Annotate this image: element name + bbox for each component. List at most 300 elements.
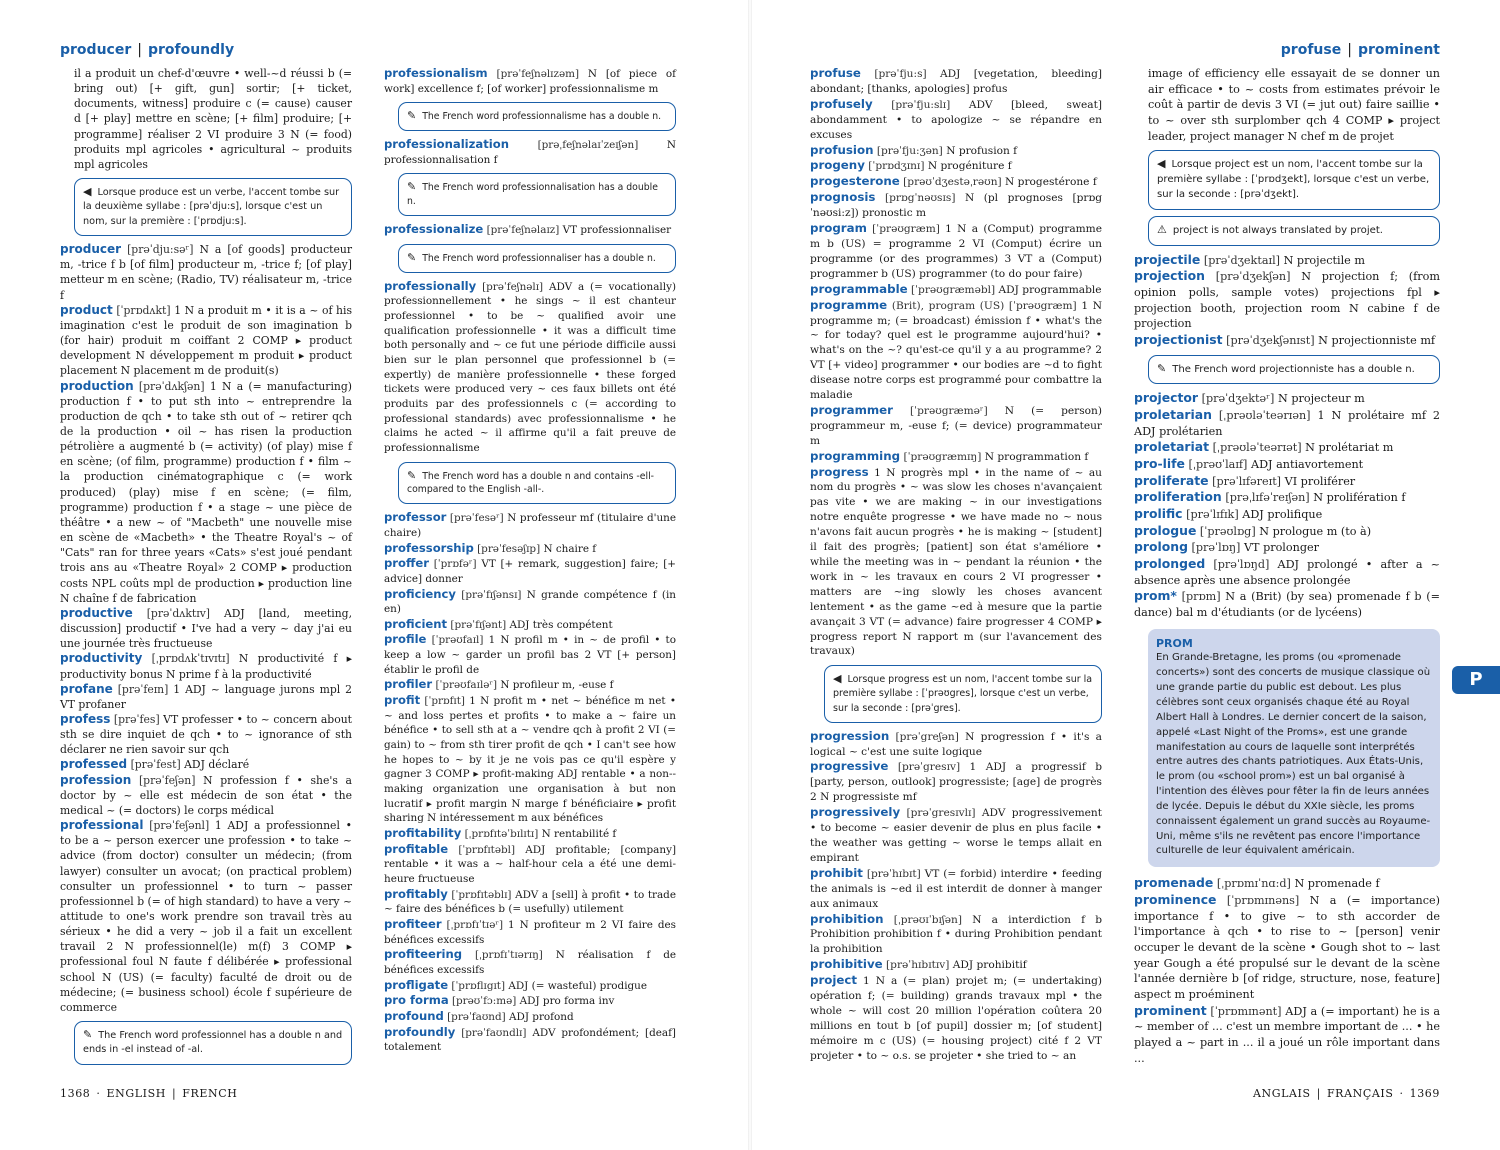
headword[interactable]: producer (60, 242, 122, 257)
culture-box (1148, 629, 1440, 868)
usage-note (824, 665, 1102, 722)
usage-note-text: The French word projectionniste has a double n. (1172, 363, 1415, 375)
headword[interactable]: progression (810, 728, 890, 743)
headword[interactable]: profit (384, 693, 421, 708)
definition: ADV [bleed, sweat] abondamment • to apologize ~ se répandre en excuses (810, 98, 1103, 141)
dictionary-entry (1134, 875, 1440, 892)
definition: VT (= forbid) interdire • feeding the animals is ~ed il est interdit de donner à manger aux animaux (810, 867, 1103, 910)
pronunciation: [prɒm] (1181, 590, 1221, 604)
dictionary-entry (384, 617, 676, 633)
dictionary-entry (810, 449, 1102, 465)
usage-note (398, 244, 676, 273)
definition: N a interdiction f b Prohibition prohibition f • during Prohibition pendant la prohibition (810, 913, 1103, 956)
definition: VI proliférer (1284, 474, 1356, 488)
dictionary-entry (384, 279, 676, 456)
pronunciation: [prəˈlɪfəreɪt] (1212, 474, 1282, 488)
definition: N a (Brit) (by sea) promenade f b (= dance) bal m d'étudiants (or de lycéens) (1134, 590, 1440, 619)
dictionary-entry (1134, 390, 1440, 407)
definition: N grande compétence f (in en) (384, 588, 676, 616)
page-number: 1368 (60, 1087, 91, 1100)
headword[interactable]: projectile (1134, 251, 1201, 267)
pronunciation: [prəˈfeʃənl] (149, 819, 210, 833)
pronunciation: [prəˌfeʃnəlaɪˈzeɪʃən] (537, 139, 639, 152)
pronunciation: [ˈprɒfɪt] (424, 695, 465, 708)
dictionary-entry (810, 403, 1102, 449)
pronunciation: [prəˈfaʊnd] (447, 1010, 506, 1023)
headword[interactable]: product (60, 302, 113, 317)
dictionary-entry (384, 66, 676, 96)
headword[interactable]: proliferate (1134, 472, 1209, 488)
dictionary-entry (384, 947, 676, 977)
pronunciation: [ˈprəʊgræmɪŋ] (903, 450, 982, 463)
page-number: 1369 (1409, 1087, 1440, 1100)
definition: N prologue m (to à) (1259, 524, 1372, 538)
headword[interactable]: program (810, 221, 867, 236)
header-first-word: producer (60, 42, 132, 58)
pen-icon: ✎ (1157, 361, 1167, 375)
usage-note (1148, 355, 1440, 385)
definition: N professeur mf (titulaire d'une chaire) (384, 512, 676, 539)
definition: ADJ prolongé • after a ~ absence après une absence prolongée (1134, 558, 1440, 587)
definition: ADJ (= wasteful) prodigue (508, 979, 648, 992)
definition: 1 N a (Comput) programme m b (US) = programme 2 VI (Comput) écrire un programme (or des programmes) 3 VT a (Comput) programmer b (US) programmer (to do pour faire) (810, 223, 1102, 280)
headword[interactable]: prognosis (810, 190, 876, 205)
pronunciation: [ˈprɒflɪgɪt] (451, 979, 506, 992)
definition: 1 N prolétaire mf 2 ADJ prolétarien (1134, 409, 1441, 438)
dictionary-entry (810, 465, 1102, 660)
definition: N programmation f (984, 450, 1089, 463)
headword[interactable]: proletarian (1134, 407, 1212, 423)
dictionary-entry (1134, 892, 1440, 1003)
definition: 1 N progrès mpl • in the name of ~ au nom du progrès • ~ was slow les choses n'avançaient pas vite • we are making ~ in our investigations notre enquête progresse • we have made no ~ nous n'avons fait aucun progrès • he is making ~ [student] il fait des progrès; [patient] son état s'améliore • while the meeting was in ~ pendant la réunion • the work in ~ les travaux en cours 2 VI progresser • matters are ~ing slowly les choses avancent lentement • as the game ~ed à mesure que la partie avançait 3 VT (= advance) faire progresser 4 COMP ▸ progress report N rapport m (sur l'avancement des travaux) (810, 466, 1102, 658)
pronunciation: [ˈprɒfɪtəblɪ] (451, 888, 512, 901)
dictionary-entry (810, 158, 1102, 174)
headword[interactable]: progeny (810, 158, 865, 173)
headword[interactable]: profitably (384, 886, 448, 901)
headword[interactable]: profound (384, 1008, 444, 1023)
definition: ADJ programmable (998, 283, 1102, 296)
dictionary-entry (1134, 588, 1440, 620)
pronunciation: [ˈprɒdʒɪnɪ] (868, 160, 925, 173)
usage-note-text: The French word professionnalisme has a double n. (422, 111, 662, 123)
dictionary-entry (60, 682, 352, 712)
pronunciation: [ˈprəʊlɒg] (1199, 524, 1256, 538)
headword[interactable]: profoundly (384, 1024, 456, 1039)
headword[interactable]: productive (60, 605, 133, 620)
pen-icon: ✎ (83, 1028, 93, 1042)
pronunciation: [prəˈdʒektəʳ] (1201, 392, 1275, 406)
dictionary-entry (810, 759, 1102, 805)
pronunciation: [prəˈfesəʃɪp] (477, 542, 541, 555)
definition: ADJ [vegetation, bleeding] abondant; [thanks, apologies] profus (810, 68, 1103, 95)
dictionary-entry (384, 541, 676, 557)
definition: ADJ prolifique (1242, 508, 1323, 522)
left-running-head: producer | profoundly (60, 42, 235, 58)
pronunciation: [prəˈfeʃnəlaɪz] (486, 224, 560, 237)
pronunciation: [prəˈdʒekʃənɪst] (1226, 333, 1315, 347)
headword[interactable]: programme (810, 297, 888, 312)
dictionary-entry (60, 242, 352, 303)
definition: N projecteur m (1277, 392, 1365, 406)
definition: 1 ADJ ~ language jurons mpl 2 VT profaner (60, 682, 352, 711)
headword[interactable]: prominent (1134, 1002, 1207, 1018)
dictionary-entry (384, 556, 676, 586)
headword[interactable]: profusion (810, 142, 874, 157)
headword[interactable]: profuse (810, 66, 861, 80)
pronunciation: [prəˈfesəʳ] (449, 512, 504, 525)
footer-language: ANGLAIS (1252, 1087, 1311, 1100)
dictionary-entry (384, 222, 676, 238)
dictionary-entry (1134, 268, 1440, 332)
dictionary-entry (60, 818, 352, 1015)
definition: N progression f • it's a logical ~ c'est une suite logique (810, 730, 1102, 758)
definition: 1 N programme m; (= broadcast) émission f • what's the ~ for today? quel est le programme aujourd'hui? • what's on the ~? qu'est-ce qu'il y a au programme? 2 VT [+ video] programmer • our bodies are ~d to fight disease notre corps est programmé pour combattre la maladie (810, 299, 1102, 402)
usage-note-text: The French word professionnaliser has a double n. (422, 252, 656, 264)
pronunciation: [prəˈlɒŋ] (1191, 541, 1241, 555)
dictionary-entry (810, 282, 1102, 298)
headword[interactable]: profligate (384, 977, 449, 992)
headword[interactable]: proffer (384, 556, 429, 571)
headword[interactable]: promenade (1134, 875, 1214, 891)
dictionary-entry (60, 757, 352, 772)
dictionary-entry (60, 773, 352, 818)
definition: il a produit un chef-d'œuvre • well-~d réussi b (= bring out) [+ gift, gun] sortir; [+ ticket, documents, witness] produire c (= cause) causer d [+ play] mettre en scène; [+ film] produire; [+ programme] réaliser 2 VI produire 3 N (= food) produits mpl agricoles • agricultural ~ produits mpl agricoles (74, 67, 352, 171)
headword[interactable]: programming (810, 448, 901, 463)
headword[interactable]: projection (1134, 268, 1205, 284)
pronunciation: [prəˈfju:s] (874, 68, 927, 80)
dictionary-entry (384, 826, 676, 842)
dictionary-entry (810, 143, 1102, 159)
pronunciation: [prəˈgresɪv] (897, 761, 961, 774)
headword[interactable]: profitability (384, 826, 462, 840)
definition: N profileur m, -euse f (500, 679, 614, 692)
usage-note (398, 462, 676, 505)
definition: VT [+ remark, suggestion] faire; [+ advice] donner (384, 558, 676, 585)
definition: N projectionniste mf (1318, 333, 1436, 347)
headword[interactable]: production (60, 378, 134, 393)
dictionary-entry (60, 303, 352, 379)
definition: image of efficiency elle essayait de se donner un air efficace • to ~ costs from estimates prévoir le coût à partir de devis 3 VI (= jut out) faire saillie • to ~ over sth surplomber qch 4 COMP ▸ project leader, project manager N chef m de projet (1148, 67, 1440, 143)
definition: N prolifération f (1313, 491, 1406, 505)
left-footer: 1368 · ENGLISH | FRENCH (60, 1087, 238, 1100)
definition: 1 N profit m • net ~ bénéfice m net • ~ and loss pertes et profits • to make a ~ faire un bénéfice • to sell sth at a ~ vendre qch à profit 2 VI (= gain) to ~ from sth tirer profit de qch • I can't see how he hopes to ~ by it je ne vois pas ce qu'il espère y gagner 3 COMP ▸ profit-making ADJ rentable • a non--making organization une organisation à but non lucratif ▸ profit margin N marge f bénéficiaire ▸ profit sharing N intéressement m aux bénéfices (384, 695, 676, 825)
definition: N projection f; (from opinion polls, sample votes) projections fpl ▸ projection booth, projection room N cabine f de projection (1134, 270, 1440, 331)
dictionary-entry (1134, 332, 1440, 349)
dictionary-entry (384, 510, 676, 540)
header-last-word: prominent (1357, 42, 1440, 58)
headword[interactable]: programmable (810, 281, 908, 296)
pronunciation: [prəˈhɪbɪtɪv] (886, 959, 950, 972)
definition: ADJ antiavortement (1250, 458, 1364, 472)
definition: N professionnalisation f (384, 139, 676, 166)
dictionary-entry (810, 97, 1102, 143)
dictionary-entry (384, 1025, 676, 1055)
usage-note-text: Lorsque project est un nom, l'accent tombe sur la première syllabe : [ˈprɒdʒekt], lorsque c'est un verbe, sur la seconde : [prəˈdʒekt]. (1157, 159, 1430, 200)
right-running-head: profuse | prominent (1280, 42, 1440, 58)
headword[interactable]: professionalization (384, 137, 509, 152)
dictionary-entry (810, 221, 1102, 282)
pronunciation: [prəˈfeʃən] (138, 773, 196, 787)
pronunciation: [prəˈdʌkʃən] (138, 379, 205, 393)
pronunciation: [ˈprəʊgræməʳ] (910, 404, 988, 417)
dictionary-entry (60, 651, 352, 681)
headword[interactable]: prom* (1134, 588, 1177, 604)
speaker-icon: ◀ (83, 185, 92, 199)
dictionary-entry (810, 973, 1102, 1063)
pronunciation: [prəʊˈdʒestəˌrəʊn] (903, 176, 1002, 189)
definition: 1 ADJ a professionnel • to be a ~ person exercer une profession • to take ~ advice (from doctor) consulter un médecin; (from lawyer) consulter un avocat; (on practical problem) consulter un professionnel • to turn ~ passer professionnel b (= of high standard) to have a very ~ attitude to one's work prendre son travail très au sérieux • he did a very ~ job il a fait un excellent travail 2 N professionnel(le) m(f) 3 COMP ▸ professional foul N faute f délibérée ▸ professional school N (US) (= faculty) faculté de droit ou de médecine; (= business school) école f supérieure de commerce (60, 819, 352, 1014)
pen-icon: ✎ (407, 180, 417, 194)
usage-note-text: The French word has a double n and contains -ell- compared to the English -all-. (407, 470, 655, 496)
definition: N progéniture f (927, 160, 1012, 173)
pronunciation: [ˈprəʊfaɪl] (431, 634, 484, 647)
dictionary-entry (1134, 539, 1440, 556)
column-3 (810, 66, 1102, 1064)
dictionary-entry (384, 993, 676, 1009)
column-1 (60, 66, 352, 1071)
pronunciation: [ˈprɒfəʳ] (433, 558, 477, 571)
dictionary-entry (1134, 1003, 1440, 1067)
speaker-icon: ◀ (833, 672, 842, 686)
dictionary-entry (384, 978, 676, 994)
dictionary-entry (1134, 456, 1440, 473)
headword[interactable]: profess (60, 711, 111, 726)
definition: N a (= importance) importance f • to give ~ to sth accorder de l'importance à qch • to rise to ~ [person] venir occuper le devant de la scène • Gough shot to ~ last year Gough a été propulsé sur le devant de la scène l'année dernière b [of ridge, structure, nose, feature] aspect m proéminent (1134, 893, 1440, 1001)
definition: N progestérone f (1005, 176, 1097, 189)
dictionary-entry (810, 298, 1102, 403)
dictionary-entry (384, 693, 676, 826)
pronunciation: [ˈprɒmɪnənt] (1210, 1004, 1282, 1018)
definition: N (pl prognoses [prɒgˈnəʊsi:z]) pronostic m (810, 192, 1102, 220)
page-gutter (748, 0, 752, 1150)
pronunciation: [prəˈdʒekʃən] (1215, 270, 1291, 284)
headword[interactable]: prohibitive (810, 957, 883, 972)
pronunciation: [prəˈfɪʃənt] (450, 618, 507, 631)
pronunciation: [ˈprəʊgræm] (872, 223, 940, 236)
headword[interactable]: proficient (384, 616, 448, 631)
dictionary-entry (810, 174, 1102, 190)
headword[interactable]: professorship (384, 540, 474, 555)
pronunciation: [prəˈfaʊndlɪ] (461, 1026, 527, 1039)
definition: N prolétariat m (1305, 441, 1394, 455)
pronunciation: [prəˈfeʃnəlɪzəm] (496, 68, 580, 80)
usage-note (398, 102, 676, 131)
pronunciation: [prəˈhɪbɪt] (866, 867, 921, 880)
definition: ADV a [sell] à profit • to trade ~ faire des bénéfices b (= usefully) utilement (384, 888, 676, 916)
pronunciation: [ˌprəʊləˈteərɪət] (1212, 441, 1302, 455)
dictionary-entry (1134, 473, 1440, 490)
pronunciation: [ˌprɒmɪˈnɑ:d] (1216, 877, 1291, 891)
definition: VT prolonger (1243, 541, 1319, 555)
definition: N profusion f (946, 144, 1018, 157)
headword[interactable]: prohibit (810, 865, 863, 880)
definition: 1 N profil m • in ~ de profil • to keep a low ~ garder un profil bas 2 VT [+ person] établir le profil de (384, 634, 676, 676)
usage-note-text: Lorsque produce est un verbe, l'accent tombe sur la deuxième syllabe : [prəˈdju:s], lorsque c'est un nom, sur la première : [ˈprɒdju:s]. (83, 187, 340, 227)
headword[interactable]: progressively (810, 805, 901, 820)
definition: N chaire f (543, 542, 597, 555)
dictionary-entry (1134, 439, 1440, 456)
pronunciation: [prəˈdʌktɪv] (146, 606, 211, 620)
dictionary-entry (810, 957, 1102, 973)
dictionary-entry (1134, 252, 1440, 269)
dictionary-entry (60, 379, 352, 606)
definition: VT professionnaliser (562, 224, 672, 237)
headword[interactable]: proficiency (384, 586, 456, 601)
pronunciation: [prəˈgresɪvlɪ] (906, 807, 976, 820)
dictionary-entry (1134, 523, 1440, 540)
dictionary-entry (384, 842, 676, 887)
headword[interactable]: professed (60, 757, 128, 772)
headword[interactable]: prolong (1134, 539, 1188, 555)
thumb-index-tab[interactable]: P (1452, 666, 1500, 694)
headword[interactable]: profane (60, 681, 113, 696)
headword[interactable]: professional (60, 818, 144, 833)
pronunciation: [ˌprɒfɪˈtɪəʳ] (446, 918, 504, 931)
definition: 1 N profiteur m 2 VI faire des bénéfices excessifs (384, 918, 677, 946)
dictionary-entry (384, 887, 676, 917)
footer-language: ENGLISH (106, 1087, 166, 1100)
pronunciation: [ˈprəʊgræməbl] (911, 283, 996, 296)
definition: N a [of goods] producteur m, -trice f b [of film] producteur m, -trice f; [of play] metteur m en scène; (Radio, TV) réalisateur m, -trice f (60, 243, 353, 302)
headword[interactable]: prolific (1134, 506, 1183, 522)
pronunciation: [prəˈlɒŋd] (1213, 558, 1270, 571)
warning-note (1148, 216, 1440, 246)
headword[interactable]: profession (60, 772, 132, 787)
pronunciation: [ˌprɒfɪˈtɪərɪŋ] (474, 949, 543, 962)
headword[interactable]: progress (810, 464, 869, 479)
pronunciation: [prəˈfju:ʒən] (876, 144, 943, 157)
usage-note-text: The French word professionnel has a double n and ends in -el instead of -al. (83, 1030, 343, 1056)
culture-box-text: En Grande-Bretagne, les proms (ou «promenade concerts») sont des concerts de musique classique où une grande partie du public est debout. Les plus célèbres sont ceux organisés chaque été au Royal Albert Hall à Londres. Le dernier concert de la saison, appelé «Last Night of the Proms», est une grande manifestation au cours de laquelle sont interprétés entre autres des chants patriotiques. Aux États-Unis, le prom (ou «school prom») est un bal organisé à l'intention des élèves pour fêter la fin de leurs années de lycée. Depuis le début du XXIe siècle, les proms connaissent également un grand succès au Royaume-Uni, même s'ils ne revêtent pas encore l'importance culturelle de leur équivalent américain. (1156, 652, 1431, 857)
footer-language: FRANÇAIS (1326, 1087, 1394, 1100)
dictionary-entry (810, 729, 1102, 760)
usage-note (1148, 150, 1440, 210)
pen-icon: ✎ (407, 250, 417, 264)
pronunciation: [prəˈfju:slɪ] (891, 98, 951, 111)
dictionary-entry (810, 66, 1102, 97)
definition: 1 N a (= plan) projet m; (= undertaking) opération f; (= building) grands travaux mpl • the whole ~ will cost 20 million l'opération coûtera 20 millions en tout b [of pupil] dossier m; [of student] mémoire m c (US) (= housing project) cité f 2 VT projeter • to ~ o.s. se projeter • she tried to ~ an (810, 975, 1102, 1062)
definition: N productivité f ▸ productivity bonus N prime f à la productivité (60, 652, 353, 681)
pronunciation: [prəˈfest] (130, 758, 181, 772)
warning-note-text: project is not always translated by projet. (1172, 224, 1384, 236)
pronunciation: [prɒgˈnəʊsɪs] (884, 192, 956, 205)
footer-language: FRENCH (182, 1087, 238, 1100)
headword[interactable]: profitable (384, 841, 449, 856)
headword[interactable]: prohibition (810, 911, 884, 926)
dictionary-entry (384, 632, 676, 677)
dictionary-entry (384, 137, 676, 167)
headword[interactable]: prominence (1134, 891, 1217, 907)
pronunciation: [prəˈdju:səʳ] (127, 243, 194, 257)
pronunciation: [prəˈfes] (113, 712, 160, 726)
usage-note (74, 178, 352, 236)
headword[interactable]: progressive (810, 759, 889, 774)
definition: N profession f • she's a doctor by ~ elle est médecin de son état • the medical ~ (= doctors) le corps médical (60, 773, 352, 817)
definition: ADJ profond (509, 1010, 574, 1023)
definition: VT professer • to ~ concern about sth se dire inquiet de qch • to ~ ignorance of sth déclarer ne rien savoir sur qch (60, 712, 352, 757)
definition: N [of piece of work] excellence f; [of worker] professionnalisme m (384, 68, 676, 95)
headword[interactable]: prologue (1134, 522, 1197, 538)
headword[interactable]: proliferation (1134, 489, 1222, 505)
dictionary-entry (810, 866, 1102, 912)
pronunciation: [ˌprɒdʌkˈtɪvɪtɪ] (151, 652, 230, 666)
headword[interactable]: productivity (60, 651, 143, 666)
headword[interactable]: projectionist (1134, 331, 1223, 347)
pronunciation: [ˌprɒfɪtəˈbɪlɪtɪ] (464, 828, 539, 840)
headword[interactable]: profile (384, 632, 427, 647)
dictionary-entry (384, 587, 676, 617)
definition: N réalisation f de bénéfices excessifs (384, 949, 676, 976)
headword[interactable]: programmer (810, 402, 893, 417)
headword[interactable]: professor (384, 510, 447, 525)
dictionary-entry (384, 917, 676, 947)
definition: ADV a (= vocationally) professionnellement • he sings ~ il est chanteur professionnel • to be ~ qualified avoir une qualification professionnelle • it was a difficult time both personally and ~ ce fut une période difficile aussi bien sur le plan personnel que professionnel b (= expertly) de manière professionnelle • these forged tickets were produced very ~ ces faux billets ont été produits par des professionnels c (= according to professional standards) avec professionnalisme • he claims he acted ~ il affirme qu'il a fait preuve de professionnalisme (384, 280, 676, 454)
pen-icon: ✎ (407, 109, 417, 123)
pronunciation: [prəˈfeʃnəlɪ] (482, 280, 544, 293)
headword[interactable]: professionalism (384, 66, 488, 80)
headword[interactable]: professionalize (384, 222, 484, 237)
pronunciation: [ˈprɒdʌkt] (116, 303, 171, 317)
dictionary-entry (810, 912, 1102, 958)
headword[interactable]: prolonged (1134, 556, 1206, 571)
warning-icon: ⚠ (1157, 222, 1167, 236)
dictionary-entry (1134, 489, 1440, 506)
pronunciation: [prəˈdʒektaɪl] (1203, 253, 1281, 267)
headword[interactable]: projector (1134, 390, 1199, 406)
pronunciation: [ˌprəʊləˈteərɪən] (1218, 409, 1311, 423)
culture-box-title: PROM (1156, 636, 1193, 650)
definition: 1 ADJ a progressif b [party, person, outlook] progressiste; [age] de progrès 2 N progressiste mf (810, 761, 1102, 804)
pen-icon: ✎ (407, 468, 417, 482)
headword[interactable]: profiteer (384, 916, 442, 931)
headword[interactable]: proletariat (1134, 439, 1210, 455)
header-last-word: profoundly (147, 42, 235, 58)
dictionary-entry (60, 66, 352, 172)
column-4 (1134, 66, 1440, 1066)
headword[interactable]: professionally (384, 278, 477, 293)
definition: 1 N a (= manufacturing) production f • to put sth into ~ entreprendre la production de qch • to take sth out of ~ retirer qch de la production • oil ~ has risen la production pétrolière a augmenté b (= activity) (of play) mise f en scène; (of film, programme) production f • film ~ la production cinématographique c (= work produced) (play) mise f en scène; (= film, programme) production f • a stage ~ une pièce de théâtre • a new ~ of "Macbeth" une nouvelle mise en scène de «Macbeth» • the Theatre Royal's ~ of "Cats" ran for three years «Cats» s'est joué pendant trois ans au «Theatre Royal» 2 COMP ▸ production costs NPL coûts mpl de production ▸ production line N chaîne f de fabrication (60, 379, 352, 605)
dictionary-entry (60, 606, 352, 651)
definition: ADJ déclaré (184, 758, 250, 772)
header-first-word: profuse (1280, 42, 1342, 58)
dictionary-entry (1134, 506, 1440, 523)
headword[interactable]: progesterone (810, 174, 900, 189)
definition: N rentabilité f (541, 828, 617, 840)
definition: ADJ a (= important) he is a ~ member of ... c'est un membre important de ... • he played a ~ part in ... il a joué un rôle important dans ... (1134, 1004, 1440, 1065)
speaker-icon: ◀ (1157, 157, 1166, 171)
dictionary-entry (1134, 556, 1440, 588)
headword[interactable]: profiler (384, 677, 433, 692)
pronunciation: [ˌprəʊˈlaɪf] (1188, 458, 1248, 472)
usage-note (398, 173, 676, 216)
headword[interactable]: pro forma (384, 993, 449, 1008)
usage-note-text: The French word professionnalisation has a double n. (407, 182, 658, 208)
usage-note-text: Lorsque progress est un nom, l'accent tombe sur la première syllabe : [ˈprəʊgres], lorsque c'est un verbe, sur la seconde : [prəˈgres]. (833, 674, 1093, 714)
headword[interactable]: profusely (810, 96, 873, 111)
pronunciation: [ˈprɒmɪnəns] (1226, 893, 1300, 907)
definition: ADJ pro forma inv (519, 995, 615, 1008)
definition: ADV profondément; [deaf] totalement (384, 1026, 676, 1054)
definition: ADJ prohibitif (952, 959, 1027, 972)
headword[interactable]: profiteering (384, 947, 463, 962)
pronunciation: [ˈprɒfɪtəbl] (458, 843, 516, 856)
pronunciation: [ˌprəʊɪˈbɪʃən] (893, 913, 962, 926)
headword[interactable]: project (810, 973, 858, 988)
definition: ADJ [land, meeting, discussion] productif • I've had a very ~ day j'ai eu une journée très fructueuse (60, 606, 353, 651)
headword[interactable]: pro-life (1134, 456, 1185, 472)
definition: ADJ profitable; [company] rentable • it was a ~ half-hour cela a été une demi-heure fructueuse (384, 843, 676, 885)
pronunciation: [prəʊˈfɔ:mə] (451, 995, 517, 1008)
